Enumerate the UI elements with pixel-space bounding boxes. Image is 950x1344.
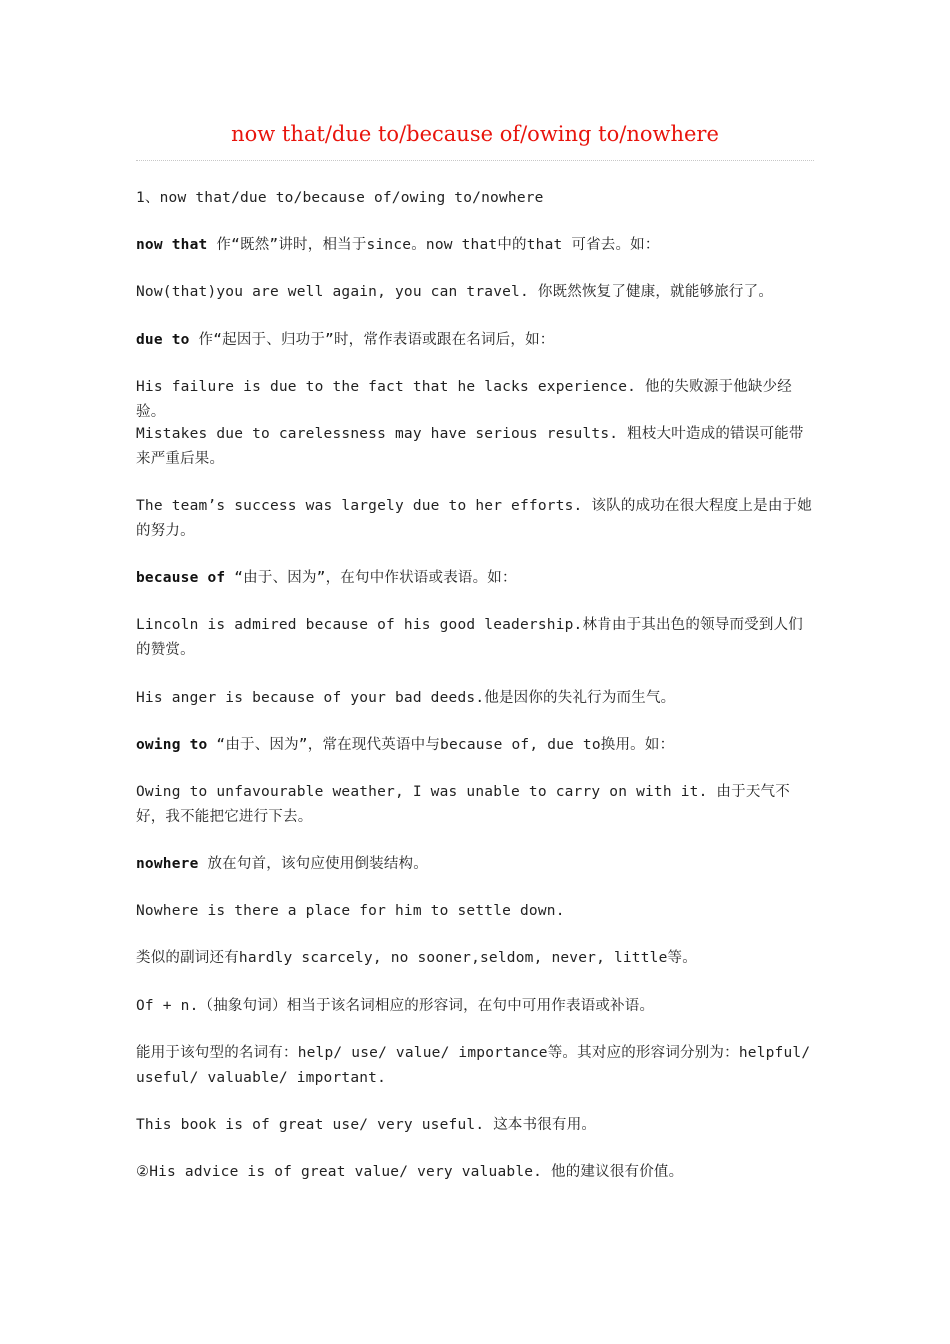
paragraph-text: 作“起因于、归功于”时，常作表语或跟在名词后，如： — [189, 332, 555, 348]
paragraph: Nowhere is there a place for him to settle down. — [136, 903, 565, 919]
paragraph: This book is of great use/ very useful. 这本书很有用。 — [136, 1117, 597, 1133]
paragraph: 类似的副词还有hardly scarcely, no sooner,seldom, never, little等。 — [136, 950, 697, 966]
paragraph — [136, 328, 816, 353]
paragraph — [136, 233, 816, 258]
title-divider — [136, 160, 814, 161]
page-title: now that/due to/because of/owing to/nowhere — [231, 122, 719, 146]
paragraph-text: “由于、因为”，在句中作状语或表语。如： — [225, 570, 517, 586]
section-heading: 1、now that/due to/because of/owing to/nowhere — [136, 190, 544, 206]
term-label: because of — [136, 570, 226, 586]
paragraph: Owing to unfavourable weather, I was unable to carry on with it. 由于天气不好，我不能把它进行下去。 — [136, 784, 790, 825]
paragraph: 能用于该句型的名词有：help/ use/ value/ importance等。其对应的形容词分别为：helpful/ useful/ valuable/ important. — [136, 1045, 811, 1086]
paragraph: Now(that)you are well again, you can travel. 你既然恢复了健康，就能够旅行了。 — [136, 284, 774, 300]
paragraph: The team’s success was largely due to her efforts. 该队的成功在很大程度上是由于她的努力。 — [136, 498, 812, 539]
term-label: now that — [136, 237, 208, 253]
term-label: owing to — [136, 737, 208, 753]
paragraph: His anger is because of your bad deeds.他是因你的失礼行为而生气。 — [136, 690, 676, 706]
paragraph: Mistakes due to carelessness may have serious results. 粗枝大叶造成的错误可能带来严重后果。 — [136, 426, 804, 467]
paragraph: ②His advice is of great value/ very valuable. 他的建议很有价值。 — [136, 1164, 684, 1180]
term-label: due to — [136, 332, 190, 348]
paragraph: His failure is due to the fact that he lacks experience. 他的失败源于他缺少经验。 — [136, 379, 792, 420]
paragraph-text: “由于、因为”，常在现代英语中与because of, due to换用。如： — [207, 737, 675, 753]
paragraph — [136, 733, 816, 758]
paragraph: Of + n.（抽象句词）相当于该名词相应的形容词，在句中可用作表语或补语。 — [136, 998, 655, 1014]
paragraph-text: 放在句首，该句应使用倒装结构。 — [198, 856, 428, 872]
paragraph — [136, 566, 816, 591]
paragraph: Lincoln is admired because of his good leadership.林肯由于其出色的领导而受到人们的赞赏。 — [136, 617, 803, 658]
term-label: nowhere — [136, 856, 199, 872]
paragraph-text: 作“既然”讲时，相当于since。now that中的that 可省去。如： — [207, 237, 660, 253]
paragraph — [136, 852, 816, 877]
